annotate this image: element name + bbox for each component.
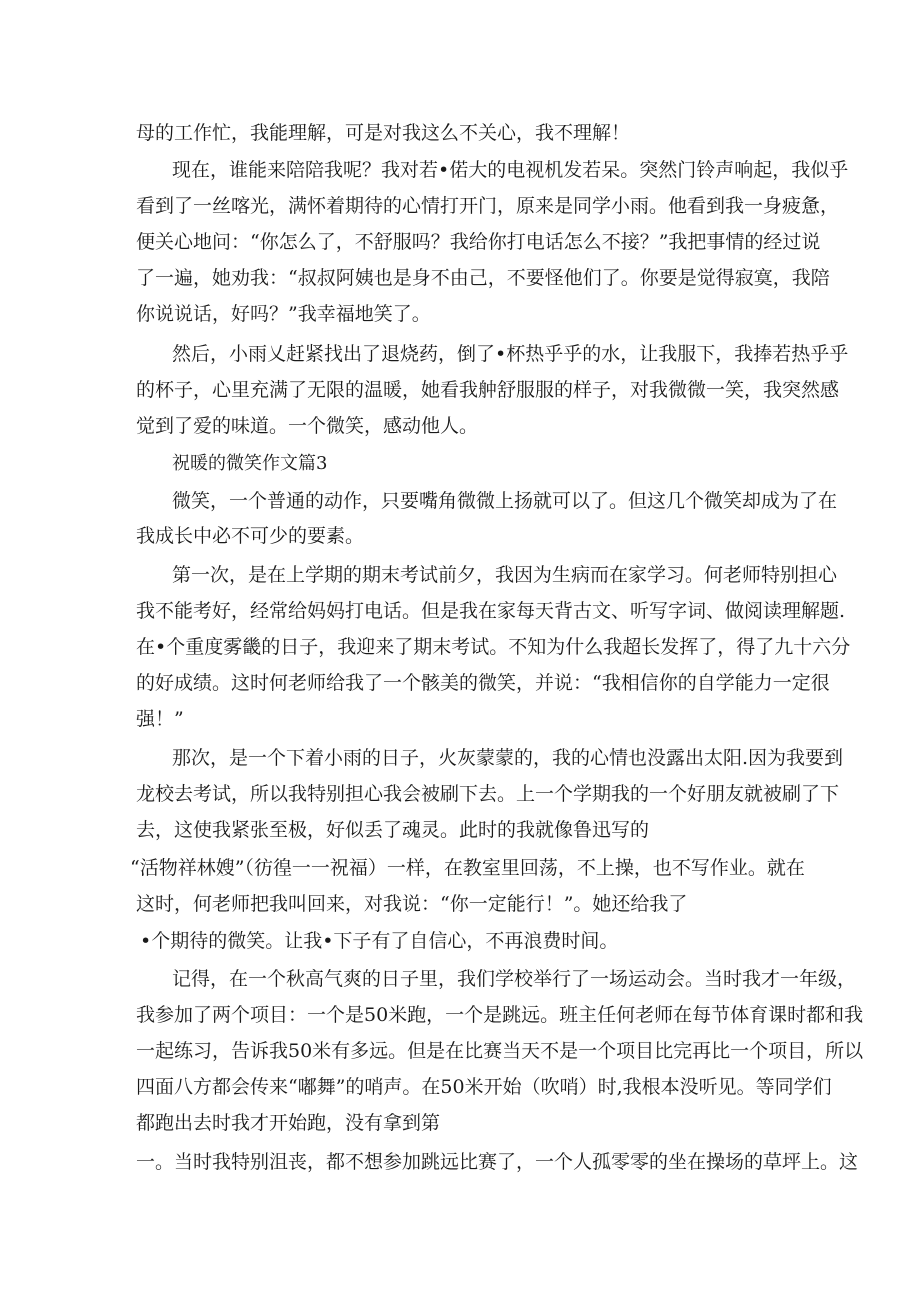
text-line: 的杯子，心里充满了无限的温暖，她看我舯舒服服的样子，对我微微一笑，我突然感	[136, 379, 840, 401]
text-line: 母的工作忙，我能理解，可是对我这么不关心，我不理解！	[136, 122, 631, 144]
text-line: 都跑出去时我才开始跑，没有拿到第	[136, 1112, 441, 1134]
paragraph-start-line: 第一次，是在上学期的期末考试前夕，我因为生病而在家学习。何老师特别担心	[172, 564, 838, 586]
text-line: 一起练习，告诉我50米有多远。但是在比赛当天不是一个项目比完再比一个项目，所以	[136, 1040, 864, 1062]
text-line: 一。当时我特别沮丧，都不想参加跳远比赛了，一个人孤零零的坐在操场的草坪上。这	[136, 1151, 859, 1173]
text-line: 我成长中必不可少的要素。	[136, 525, 365, 547]
text-line: 的好成绩。这时何老师给我了一个骸美的微笑，并说：“我相信你的自学能力一定很	[136, 672, 830, 694]
paragraph-start-line: 微笑，一个普通的动作，只要嘴角微微上扬就可以了。但这几个微笑却成为了在	[172, 490, 838, 512]
paragraph-start-line: 现在，谁能来陪陪我呢？我对若•偌大的电视机发若呆。突然门铃声响起，我似乎	[172, 159, 849, 181]
text-line: 你说说话，好吗？”我幸福地笑了。	[136, 303, 431, 325]
paragraph-start-line: 那次，是一个下着小雨的日子，火灰蒙蒙的，我的心情也没露出太阳.因为我要到	[172, 747, 844, 769]
text-line: 四面八方都会传来“嘟舞”的哨声。在50米开始（吹哨）时,我根本没听见。等同学们	[136, 1076, 832, 1098]
text-line: 在•个重度雾畿的日子，我迎来了期末考试。不知为什么我超长发挥了，得了九十六分	[136, 636, 851, 658]
text-line: 我参加了两个项目：一个是50米跑，一个是跳远。班主任何老师在每节体育课时都和我	[136, 1004, 864, 1026]
text-line: 这时，何老师把我叫回来，对我说：“你一定能行！”。她还给我了	[136, 893, 688, 915]
text-line: 觉到了爱的味道。一个微笑，感动他人。	[136, 415, 479, 437]
section-heading: 祝暖的微笑作文篇3	[172, 453, 328, 474]
paragraph-start-line: 记得，在一个秋高气爽的日子里，我们学校举行了一场运动会。当时我才一年级，	[172, 968, 857, 990]
paragraph-start-line: 然后，小雨乂赶紧找出了退烧药，倒了•杯热乎乎的水，让我服下，我捧若热乎乎	[172, 343, 849, 365]
text-line: 龙校去考试，所以我特别担心我会被刷下去。上一个学期我的一个好朋友就被刷了下	[136, 783, 840, 805]
text-line: 强！”	[136, 708, 184, 730]
text-line: “活物祥林嫂”（彷徨一一祝福）一样，在教室里回荡，不上操，也不写作业。就在	[130, 857, 805, 879]
text-line: •个期待的微笑。让我•下子有了自信心，不再浪费时间。	[140, 930, 619, 952]
text-line: 去，这使我紧张至极，好似丢了魂灵。此时的我就像鲁迅写的	[136, 819, 650, 841]
text-line: 我不能考好，经常给妈妈打电话。但是我在家每天背古文、听写字词、做阅读理解题.	[136, 600, 846, 622]
text-line: 了一遍，她劝我：“叔叔阿姨也是身不由己，不要怪他们了。你要是觉得寂寞，我陪	[136, 267, 830, 289]
text-line: 便关心地问：“你怎么了，不舒服吗？我给你打电话怎么不接？”我把事情的经过说	[136, 231, 821, 253]
text-line: 看到了一丝喀光，满怀着期待的心情打开门，原来是同学小雨。他看到我一身疲惫，	[136, 195, 840, 217]
